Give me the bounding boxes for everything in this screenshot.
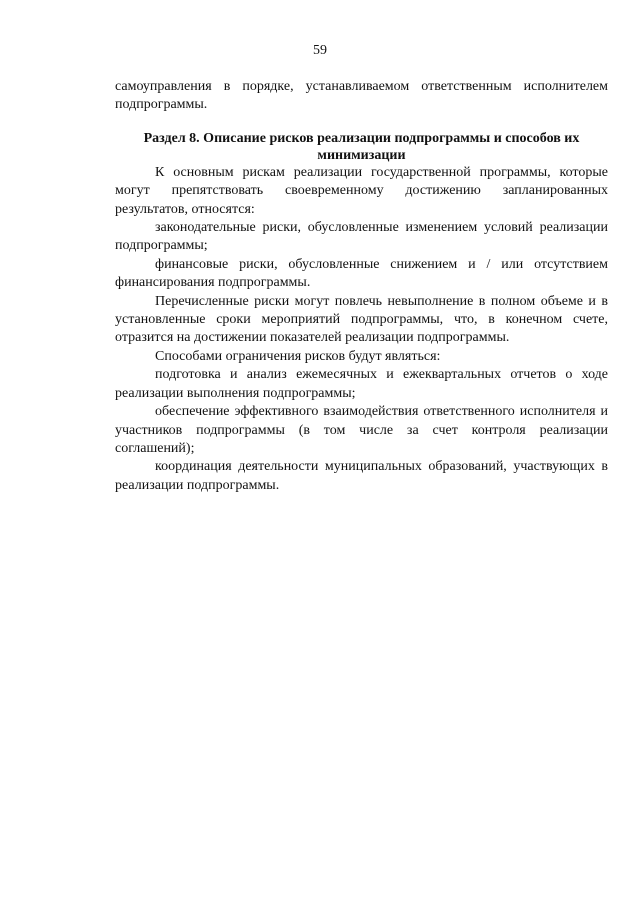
section-heading: Раздел 8. Описание рисков реализации подпрограммы и способов их минимизации [143, 130, 580, 163]
paragraph-mitigation-intro: Способами ограничения рисков будут являться: [155, 348, 441, 364]
intro-paragraph: самоуправления в порядке, устанавливаемом ответственным исполнителем подпрограммы. [115, 79, 608, 113]
paragraph-financial-risks: финансовые риски, обусловленные снижением и / или отсутствием финансирования подпрограммы. [115, 256, 608, 291]
paragraph-main-risks: К основным рискам реализации государственной программы, которые могут препятствовать своевременному достижению запланированных результатов, относятся: [115, 164, 608, 217]
paragraph-cooperation: обеспечение эффективного взаимодействия ответственного исполнителя и участников подпрограммы (в том числе за счет контроля реализации соглашений); [115, 404, 608, 456]
page-number: 59 [313, 43, 327, 58]
paragraph-reports: подготовка и анализ ежемесячных и ежеквартальных отчетов о ходе реализации выполнения подпрограммы; [115, 367, 608, 401]
paragraph-legislative-risks: законодательные риски, обусловленные изменением условий реализации подпрограммы; [115, 220, 608, 254]
paragraph-coordination: координация деятельности муниципальных образований, участвующих в реализации подпрограммы. [115, 459, 608, 493]
paragraph-consequences: Перечисленные риски могут повлечь невыполнение в полном объеме и в установленные сроки мероприятий подпрограммы, что, в конечном счете, отразится на достижении показателей реализации подпрограммы. [115, 293, 608, 346]
document-body [115, 78, 608, 495]
